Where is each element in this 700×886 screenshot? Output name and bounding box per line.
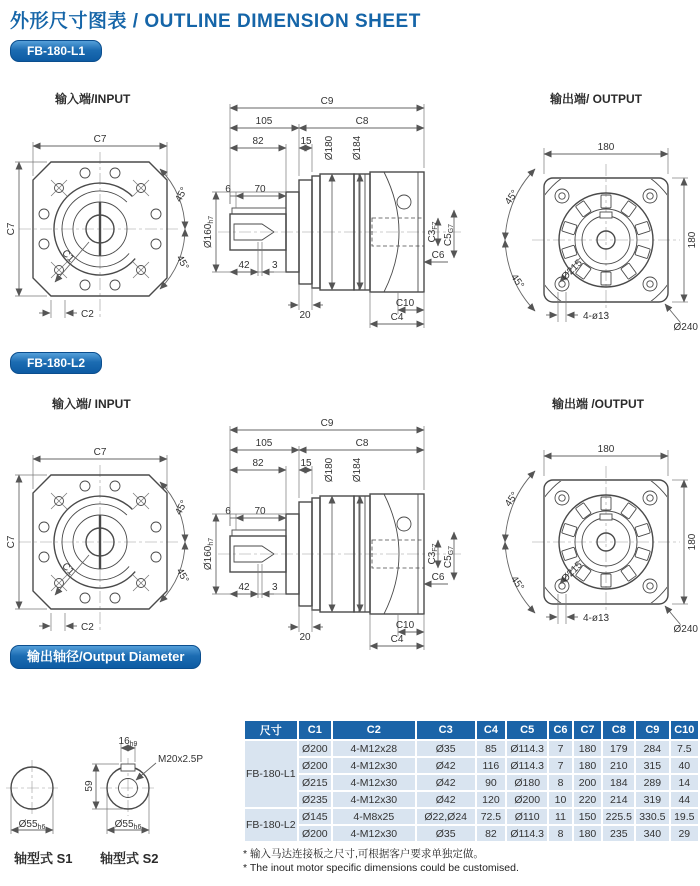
cell: 150	[574, 809, 602, 824]
cell: 200	[574, 775, 602, 790]
dim-180-top: 180	[597, 142, 615, 153]
dim-15: 15	[300, 136, 312, 147]
cell: Ø200	[507, 792, 547, 807]
l2-output-drawing	[488, 402, 700, 634]
cell: 40	[671, 758, 698, 773]
cell: 14	[671, 775, 698, 790]
dim-45-top: 45°	[173, 185, 191, 205]
shaft-s1-label: 轴型式 S1	[14, 851, 73, 866]
dim-c3: $C3_{F7}$	[427, 543, 439, 565]
cell: 116	[477, 758, 505, 773]
dim-d160: $Ø160_{h7}$	[203, 215, 215, 249]
l1-side-drawing	[202, 92, 467, 332]
dim-c8: C8	[355, 116, 369, 127]
cell: 7	[549, 758, 571, 773]
dim-42: 42	[238, 260, 250, 271]
l2-side-drawing	[202, 414, 467, 654]
dim-70: 70	[254, 506, 266, 517]
shaft-s2-label: 轴型式 S2	[100, 851, 159, 866]
col-header: C6	[549, 721, 571, 739]
cell: Ø35	[417, 826, 475, 841]
cell: 220	[574, 792, 602, 807]
dim-d240: Ø240	[673, 624, 698, 634]
dim-c10: C10	[395, 298, 415, 309]
badge-fb-180-l1: FB-180-L1	[10, 40, 102, 62]
cell: Ø235	[299, 792, 331, 807]
dim-16h9: $16_{h9}$	[118, 736, 138, 748]
dim-c5: $C5_{G7}$	[443, 545, 455, 569]
centerlines	[532, 164, 680, 316]
cell: 4-M12x30	[333, 826, 415, 841]
dim-45-top: 45°	[503, 188, 521, 207]
badge-output-diameter: 输出轴径/Output Diameter	[10, 645, 201, 669]
dim-c5: $C5_{G7}$	[443, 223, 455, 247]
cell: 11	[549, 809, 571, 824]
cell: 340	[636, 826, 668, 841]
dim-d180: Ø180	[324, 457, 335, 483]
dim-c7-top: C7	[93, 447, 107, 458]
cell: Ø200	[299, 741, 331, 756]
dim-82: 82	[252, 136, 264, 147]
dim-45-top: 45°	[173, 498, 191, 518]
cell: 85	[477, 741, 505, 756]
dim-180-right: 180	[687, 533, 698, 551]
l1-output-drawing	[488, 100, 700, 332]
dim-4d13: 4-ø13	[583, 311, 610, 322]
cell: 44	[671, 792, 698, 807]
col-header: C1	[299, 721, 331, 739]
dim-3: 3	[272, 260, 278, 271]
side-dimensions	[203, 96, 455, 328]
dim-c9: C9	[320, 96, 334, 107]
dim-45-bottom: 45°	[508, 574, 526, 593]
l1-output-label: 输出端/ OUTPUT	[550, 92, 642, 106]
dim-d240: Ø240	[673, 322, 698, 332]
cell: 235	[603, 826, 634, 841]
dim-6: 6	[225, 184, 231, 195]
dim-6: 6	[225, 506, 231, 517]
badge-fb-180-l2: FB-180-L2	[10, 352, 102, 374]
table-row	[245, 741, 698, 756]
dim-d215: Ø215	[559, 257, 585, 283]
col-header: C9	[636, 721, 668, 739]
dim-c6: C6	[431, 250, 445, 261]
dim-c2: C2	[81, 309, 94, 320]
dim-c2: C2	[81, 622, 94, 633]
dim-180-right: 180	[687, 231, 698, 249]
cell: 319	[636, 792, 668, 807]
dim-c8: C8	[355, 438, 369, 449]
cell: 8	[549, 826, 571, 841]
table-row	[245, 809, 698, 824]
col-header: C10	[671, 721, 698, 739]
dim-c1: C1	[59, 247, 77, 265]
cell: 225.5	[603, 809, 634, 824]
dim-c10: C10	[395, 620, 415, 631]
cell: 330.5	[636, 809, 668, 824]
shaft-s1	[6, 760, 58, 834]
cell: 179	[603, 741, 634, 756]
col-header: C7	[574, 721, 602, 739]
cell: 19.5	[671, 809, 698, 824]
cell: 72.5	[477, 809, 505, 824]
footnote-zh: * 输入马达连接板之尺寸,可根据客户要求单独定做。	[243, 848, 484, 860]
dim-c1: C1	[59, 560, 77, 578]
col-header: C8	[603, 721, 634, 739]
cell: Ø110	[507, 809, 547, 824]
dim-c3: $C3_{F7}$	[427, 221, 439, 243]
dim-42: 42	[238, 582, 250, 593]
cell: 284	[636, 741, 668, 756]
l2-input-drawing	[3, 425, 198, 637]
dim-3: 3	[272, 582, 278, 593]
output-dimensions	[503, 142, 698, 332]
group-name: FB-180-L1	[245, 741, 297, 807]
col-header: C4	[477, 721, 505, 739]
cell: 8	[549, 775, 571, 790]
cell: 4-M12x30	[333, 775, 415, 790]
dim-45-top: 45°	[503, 490, 521, 509]
cell: Ø35	[417, 741, 475, 756]
cell: Ø180	[507, 775, 547, 790]
cell: Ø145	[299, 809, 331, 824]
cell: 10	[549, 792, 571, 807]
dim-c4: C4	[390, 312, 404, 323]
cell: Ø114.3	[507, 741, 547, 756]
dim-c7-top: C7	[93, 134, 107, 145]
group-name: FB-180-L2	[245, 809, 297, 841]
dim-20: 20	[299, 310, 311, 321]
cell: 315	[636, 758, 668, 773]
cell: Ø215	[299, 775, 331, 790]
table-header-row	[245, 721, 698, 739]
dim-c4: C4	[390, 634, 404, 645]
dim-82: 82	[252, 458, 264, 469]
dim-105: 105	[255, 116, 273, 127]
l2-output-label: 输出端 /OUTPUT	[552, 397, 644, 411]
col-header: C2	[333, 721, 415, 739]
cell: 120	[477, 792, 505, 807]
dim-c7-left: C7	[6, 535, 17, 549]
shaft-s2	[84, 736, 203, 834]
dim-20: 20	[299, 632, 311, 643]
dim-d160: $Ø160_{h7}$	[203, 537, 215, 571]
cell: 7.5	[671, 741, 698, 756]
table-row	[245, 775, 698, 790]
cell: Ø42	[417, 758, 475, 773]
cell: 82	[477, 826, 505, 841]
dim-d215: Ø215	[559, 559, 585, 585]
footnote-en: * The inout motor specific dimensions could be customised.	[243, 862, 519, 874]
output-dimensions	[503, 444, 698, 634]
dim-15: 15	[300, 458, 312, 469]
dim-d55-s1: $Ø55_{h6}$	[18, 819, 46, 831]
shaft-type-drawing	[0, 700, 240, 845]
cell: Ø200	[299, 826, 331, 841]
cell: Ø42	[417, 792, 475, 807]
cell: 4-M8x25	[333, 809, 415, 824]
col-header: C3	[417, 721, 475, 739]
table-row	[245, 792, 698, 807]
cell: 180	[574, 741, 602, 756]
dim-4d13: 4-ø13	[583, 613, 610, 624]
cell: Ø114.3	[507, 826, 547, 841]
col-header: C5	[507, 721, 547, 739]
dim-d184: Ø184	[352, 135, 363, 161]
cell: 29	[671, 826, 698, 841]
dim-d55-s2: $Ø55_{h6}$	[114, 819, 142, 831]
dim-45-bottom: 45°	[508, 272, 526, 291]
table-row	[245, 758, 698, 773]
dim-105: 105	[255, 438, 273, 449]
dim-45-bottom: 45°	[173, 253, 191, 273]
cell: 289	[636, 775, 668, 790]
cell: 7	[549, 741, 571, 756]
cell: 4-M12x30	[333, 758, 415, 773]
dim-70: 70	[254, 184, 266, 195]
dimensions-table	[243, 719, 700, 843]
dim-thread: M20x2.5P	[158, 754, 204, 765]
cell: 90	[477, 775, 505, 790]
l1-input-drawing	[3, 112, 198, 324]
dim-d184: Ø184	[352, 457, 363, 483]
dim-c9: C9	[320, 418, 334, 429]
cell: Ø200	[299, 758, 331, 773]
side-dimensions	[203, 418, 455, 650]
cell: 180	[574, 758, 602, 773]
centerlines	[532, 466, 680, 618]
cell: 214	[603, 792, 634, 807]
cell: Ø42	[417, 775, 475, 790]
dim-59: 59	[84, 780, 95, 792]
cell: 180	[574, 826, 602, 841]
dim-d180: Ø180	[324, 135, 335, 161]
dim-180-top: 180	[597, 444, 615, 455]
cell: Ø114.3	[507, 758, 547, 773]
cell: Ø22,Ø24	[417, 809, 475, 824]
dim-45-bottom: 45°	[173, 566, 191, 586]
cell: 184	[603, 775, 634, 790]
cell: 4-M12x30	[333, 792, 415, 807]
table-row	[245, 826, 698, 841]
page-title: 外形尺寸图表 / OUTLINE DIMENSION SHEET	[10, 11, 421, 32]
cell: 4-M12x28	[333, 741, 415, 756]
l1-input-label: 输入端/INPUT	[55, 92, 131, 106]
dim-c7-left: C7	[6, 222, 17, 236]
cell: 210	[603, 758, 634, 773]
dim-c6: C6	[431, 572, 445, 583]
col-header: 尺寸	[245, 721, 297, 739]
l2-input-label: 输入端/ INPUT	[52, 397, 131, 411]
